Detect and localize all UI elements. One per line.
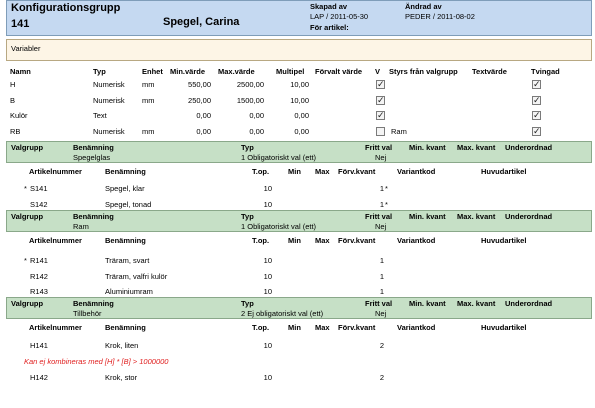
article-constraint-note: Kan ej kombineras med [H] * [B] > 1000000 bbox=[24, 357, 169, 366]
article-col-benamning: Benämning bbox=[105, 236, 146, 245]
variable-controlled-by: Ram bbox=[391, 127, 407, 136]
article-top: 10 bbox=[263, 256, 272, 265]
article-number: R142 bbox=[30, 272, 48, 281]
group-col-valgrupp: Valgrupp bbox=[11, 143, 44, 152]
article-default-marker: * bbox=[24, 256, 27, 265]
group-header-band bbox=[6, 141, 592, 163]
group-header-band bbox=[6, 297, 592, 319]
group-col-fritt-val: Fritt val bbox=[365, 299, 393, 308]
article-number: R143 bbox=[30, 287, 48, 296]
group-free-choice: Nej bbox=[375, 153, 387, 162]
variable-multiple: 0,00 bbox=[294, 111, 309, 120]
article-col-benamning: Benämning bbox=[105, 323, 146, 332]
article-default-qty: 1 bbox=[379, 272, 384, 281]
article-default-qty: 2 bbox=[379, 341, 384, 350]
variable-v-checkbox[interactable] bbox=[376, 96, 385, 105]
variable-v-checkbox[interactable] bbox=[376, 80, 385, 89]
group-free-choice: Nej bbox=[375, 222, 387, 231]
variable-min: 250,00 bbox=[188, 96, 211, 105]
article-col-top: T.op. bbox=[252, 323, 270, 332]
variable-max: 2500,00 bbox=[236, 80, 264, 89]
variable-unit: mm bbox=[142, 80, 155, 89]
group-free-choice: Nej bbox=[375, 309, 387, 318]
variable-multiple: 0,00 bbox=[294, 127, 309, 136]
variable-type: Text bbox=[93, 111, 107, 120]
variables-section-label: Variabler bbox=[11, 44, 41, 53]
article-default-qty: 1 bbox=[379, 256, 384, 265]
article-top: 10 bbox=[263, 373, 272, 382]
col-styrs: Styrs från valgrupp bbox=[389, 67, 458, 76]
group-type: 2 Ej obligatoriskt val (ett) bbox=[241, 309, 324, 318]
variable-type: Numerisk bbox=[93, 96, 125, 105]
article-name: Krok, stor bbox=[105, 373, 138, 382]
created-label: Skapad av bbox=[310, 2, 348, 11]
article-name: Spegel, tonad bbox=[105, 200, 152, 209]
variable-forced-checkbox[interactable] bbox=[532, 80, 541, 89]
group-col-benamning: Benämning bbox=[73, 212, 114, 221]
variable-type: Numerisk bbox=[93, 80, 125, 89]
col-min: Min.värde bbox=[170, 67, 206, 76]
article-default-qty-marker: * bbox=[385, 184, 388, 193]
article-number: H142 bbox=[30, 373, 48, 382]
group-col-max-kvant: Max. kvant bbox=[457, 143, 496, 152]
group-col-min-kvant: Min. kvant bbox=[409, 143, 446, 152]
article-col-max: Max bbox=[315, 167, 330, 176]
variable-min: 0,00 bbox=[196, 111, 211, 120]
article-default-qty: 2 bbox=[379, 373, 384, 382]
group-col-underordnad: Underordnad bbox=[505, 299, 553, 308]
variable-name: RB bbox=[10, 127, 21, 136]
changed-value: PEDER / 2011-08-02 bbox=[405, 12, 475, 21]
variables-section-box bbox=[6, 39, 592, 61]
variable-type: Numerisk bbox=[93, 127, 125, 136]
article-col-forv-kvant: Förv.kvant bbox=[338, 167, 376, 176]
article-col-max: Max bbox=[315, 236, 330, 245]
article-col-nr: Artikelnummer bbox=[29, 167, 82, 176]
group-col-max-kvant: Max. kvant bbox=[457, 299, 496, 308]
article-col-nr: Artikelnummer bbox=[29, 236, 82, 245]
variable-v-checkbox[interactable] bbox=[376, 127, 385, 136]
group-col-fritt-val: Fritt val bbox=[365, 212, 393, 221]
variable-multiple: 10,00 bbox=[290, 80, 309, 89]
article-top: 10 bbox=[263, 200, 272, 209]
col-tvingad: Tvingad bbox=[531, 67, 560, 76]
variable-name: Kulör bbox=[10, 111, 28, 120]
article-default-marker: * bbox=[24, 184, 27, 193]
variable-unit: mm bbox=[142, 127, 155, 136]
article-name: Spegel, klar bbox=[105, 184, 145, 193]
article-col-variantkod: Variantkod bbox=[397, 323, 436, 332]
article-default-qty: 1 bbox=[379, 184, 384, 193]
variable-v-checkbox[interactable] bbox=[376, 111, 385, 120]
report-title: Konfigurationsgrupp bbox=[11, 2, 121, 14]
variable-forced-checkbox[interactable] bbox=[532, 111, 541, 120]
group-col-max-kvant: Max. kvant bbox=[457, 212, 496, 221]
article-col-benamning: Benämning bbox=[105, 167, 146, 176]
created-value: LAP / 2011-05-30 bbox=[310, 12, 369, 21]
variable-min: 550,00 bbox=[188, 80, 211, 89]
changed-label: Ändrad av bbox=[405, 2, 442, 11]
col-enhet: Enhet bbox=[142, 67, 163, 76]
variable-name: B bbox=[10, 96, 16, 105]
col-textvarde: Textvärde bbox=[472, 67, 507, 76]
article-number: S141 bbox=[30, 184, 48, 193]
variable-multiple: 10,00 bbox=[290, 96, 309, 105]
article-col-top: T.op. bbox=[252, 236, 270, 245]
article-number: H141 bbox=[30, 341, 48, 350]
group-col-typ: Typ bbox=[241, 143, 254, 152]
article-name: Träram, svart bbox=[105, 256, 150, 265]
article-default-qty: 1 bbox=[379, 200, 384, 209]
article-col-variantkod: Variantkod bbox=[397, 167, 436, 176]
variable-min: 0,00 bbox=[196, 127, 211, 136]
group-col-min-kvant: Min. kvant bbox=[409, 212, 446, 221]
article-col-huvudartikel: Huvudartikel bbox=[481, 236, 527, 245]
group-col-valgrupp: Valgrupp bbox=[11, 299, 44, 308]
group-col-underordnad: Underordnad bbox=[505, 143, 553, 152]
article-number: S142 bbox=[30, 200, 48, 209]
variable-unit: mm bbox=[142, 96, 155, 105]
article-col-min: Min bbox=[288, 236, 301, 245]
group-type: 1 Obligatoriskt val (ett) bbox=[241, 153, 317, 162]
variable-name: H bbox=[10, 80, 16, 89]
variable-max: 0,00 bbox=[249, 111, 264, 120]
article-col-min: Min bbox=[288, 167, 301, 176]
group-col-valgrupp: Valgrupp bbox=[11, 212, 44, 221]
group-col-fritt-val: Fritt val bbox=[365, 143, 393, 152]
group-col-typ: Typ bbox=[241, 212, 254, 221]
article-top: 10 bbox=[263, 341, 272, 350]
variable-forced-checkbox[interactable] bbox=[532, 96, 541, 105]
article-col-huvudartikel: Huvudartikel bbox=[481, 323, 527, 332]
col-namn: Namn bbox=[10, 67, 31, 76]
group-col-benamning: Benämning bbox=[73, 299, 114, 308]
col-forval: Förvalt värde bbox=[315, 67, 363, 76]
col-typ: Typ bbox=[93, 67, 106, 76]
variable-forced-checkbox[interactable] bbox=[532, 127, 541, 136]
group-col-typ: Typ bbox=[241, 299, 254, 308]
article-number: R141 bbox=[30, 256, 48, 265]
group-col-benamning: Benämning bbox=[73, 143, 114, 152]
group-name: Tillbehör bbox=[73, 309, 102, 318]
article-col-huvudartikel: Huvudartikel bbox=[481, 167, 527, 176]
article-col-max: Max bbox=[315, 323, 330, 332]
article-name: Aluminiumram bbox=[105, 287, 153, 296]
group-name: Spegel, Carina bbox=[163, 16, 240, 28]
article-col-forv-kvant: Förv.kvant bbox=[338, 236, 376, 245]
article-default-qty-marker: * bbox=[385, 200, 388, 209]
group-name: Spegelglas bbox=[73, 153, 111, 162]
article-top: 10 bbox=[263, 184, 272, 193]
article-top: 10 bbox=[263, 272, 272, 281]
group-type: 1 Obligatoriskt val (ett) bbox=[241, 222, 317, 231]
article-label: För artikel: bbox=[310, 23, 349, 32]
article-top: 10 bbox=[263, 287, 272, 296]
variable-max: 1500,00 bbox=[236, 96, 264, 105]
group-name: Ram bbox=[73, 222, 89, 231]
article-col-forv-kvant: Förv.kvant bbox=[338, 323, 376, 332]
article-name: Träram, valfri kulör bbox=[105, 272, 168, 281]
article-col-min: Min bbox=[288, 323, 301, 332]
group-col-min-kvant: Min. kvant bbox=[409, 299, 446, 308]
article-col-nr: Artikelnummer bbox=[29, 323, 82, 332]
article-name: Krok, liten bbox=[105, 341, 139, 350]
article-default-qty: 1 bbox=[379, 287, 384, 296]
article-col-variantkod: Variantkod bbox=[397, 236, 436, 245]
report-header bbox=[6, 0, 592, 36]
group-header-band bbox=[6, 210, 592, 232]
variable-max: 0,00 bbox=[249, 127, 264, 136]
col-v: V bbox=[375, 67, 381, 76]
group-number: 141 bbox=[11, 18, 30, 30]
article-col-top: T.op. bbox=[252, 167, 270, 176]
col-max: Max.värde bbox=[218, 67, 255, 76]
group-col-underordnad: Underordnad bbox=[505, 212, 553, 221]
col-multipel: Multipel bbox=[276, 67, 305, 76]
